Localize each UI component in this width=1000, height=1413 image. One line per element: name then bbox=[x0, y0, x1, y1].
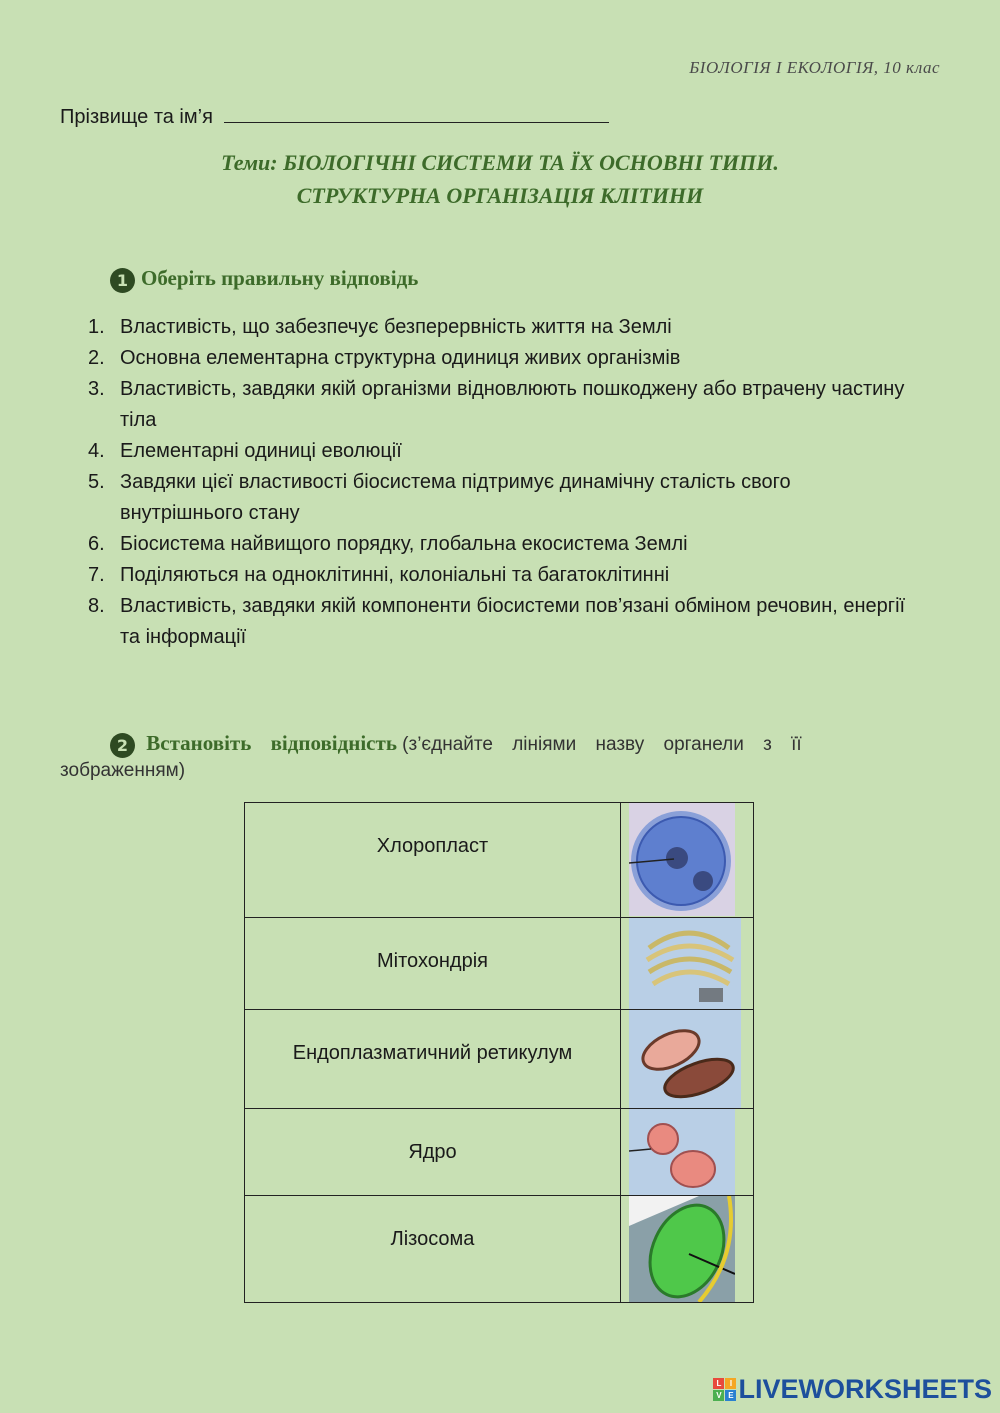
table-row bbox=[245, 1196, 754, 1303]
liveworksheets-logo bbox=[713, 1374, 992, 1405]
section-2-number: 2 bbox=[110, 733, 135, 758]
list-item: 2. Основна елементарна структурна одиниця живих організмів bbox=[88, 347, 681, 369]
table-row bbox=[245, 1010, 754, 1109]
name-field-label: Прізвище та ім’я bbox=[60, 106, 213, 128]
list-item: 3. Властивість, завдяки якій організми відновлюють пошкоджену або втрачену частину тіла bbox=[88, 378, 905, 431]
organelle-name[interactable]: Мітохондрія bbox=[245, 918, 621, 1010]
nucleus-image-icon bbox=[629, 803, 735, 916]
list-item: 8. Властивість, завдяки якій компоненти біосистеми пов’язані обміном речовин, енергії та інформації bbox=[88, 595, 906, 648]
section-1-title: Оберіть правильну відповідь bbox=[141, 266, 419, 290]
logo-mark-icon: L I V E bbox=[713, 1378, 736, 1401]
organelle-image-cell[interactable] bbox=[621, 1109, 754, 1196]
organelle-name[interactable]: Лізосома bbox=[245, 1196, 621, 1303]
organelle-image-cell[interactable] bbox=[621, 918, 754, 1010]
mitochondria-image-icon bbox=[629, 1010, 741, 1108]
list-item: 1. Властивість, що забезпечує безперервність життя на Землі bbox=[88, 316, 672, 338]
list-item: 6. Біосистема найвищого порядку, глобальна екосистема Землі bbox=[88, 533, 688, 555]
section-2-instruction: (з’єднайте лініями назву органели з її bbox=[402, 734, 802, 755]
topic-line-1: Теми: БІОЛОГІЧНІ СИСТЕМИ ТА ЇХ ОСНОВНІ ТИПИ. bbox=[221, 150, 779, 175]
lysosome-image-icon bbox=[629, 1109, 735, 1195]
table-row bbox=[245, 803, 754, 918]
organelle-name[interactable]: Ендоплазматичний ретикулум bbox=[245, 1010, 621, 1109]
organelle-name[interactable]: Ядро bbox=[245, 1109, 621, 1196]
organelle-image-cell[interactable] bbox=[621, 1196, 754, 1303]
table-row bbox=[245, 918, 754, 1010]
logo-text: LIVEWORKSHEETS bbox=[738, 1374, 992, 1404]
organelle-image-cell[interactable] bbox=[621, 803, 754, 918]
question-list bbox=[88, 312, 918, 653]
name-field bbox=[60, 104, 609, 129]
section-2-heading bbox=[110, 728, 940, 760]
section-2-instruction-cont: зображенням) bbox=[60, 760, 186, 781]
organelle-image-cell[interactable] bbox=[621, 1010, 754, 1109]
matching-table bbox=[244, 802, 754, 1303]
chloroplast-image-icon bbox=[629, 1196, 735, 1302]
section-1-heading bbox=[110, 266, 418, 293]
list-item: 4. Елементарні одиниці еволюції bbox=[88, 440, 402, 462]
golgi-er-image-icon bbox=[629, 918, 741, 1009]
table-row bbox=[245, 1109, 754, 1196]
name-blank-line[interactable] bbox=[224, 104, 609, 123]
section-1-number: 1 bbox=[110, 268, 135, 293]
list-item: 7. Поділяються на одноклітинні, колоніальні та багатоклітинні bbox=[88, 564, 670, 586]
list-item: 5. Завдяки цієї властивості біосистема підтримує динамічну сталість свого внутрішнього стану bbox=[88, 471, 791, 524]
topic-line-2: СТРУКТУРНА ОРГАНІЗАЦІЯ КЛІТИНИ bbox=[296, 183, 704, 208]
section-2-title: Встановіть відповідність bbox=[146, 731, 397, 755]
page-title bbox=[0, 146, 1000, 212]
subject-header: БІОЛОГІЯ І ЕКОЛОГІЯ, 10 клас bbox=[689, 58, 940, 77]
organelle-name[interactable]: Хлоропласт bbox=[245, 803, 621, 918]
